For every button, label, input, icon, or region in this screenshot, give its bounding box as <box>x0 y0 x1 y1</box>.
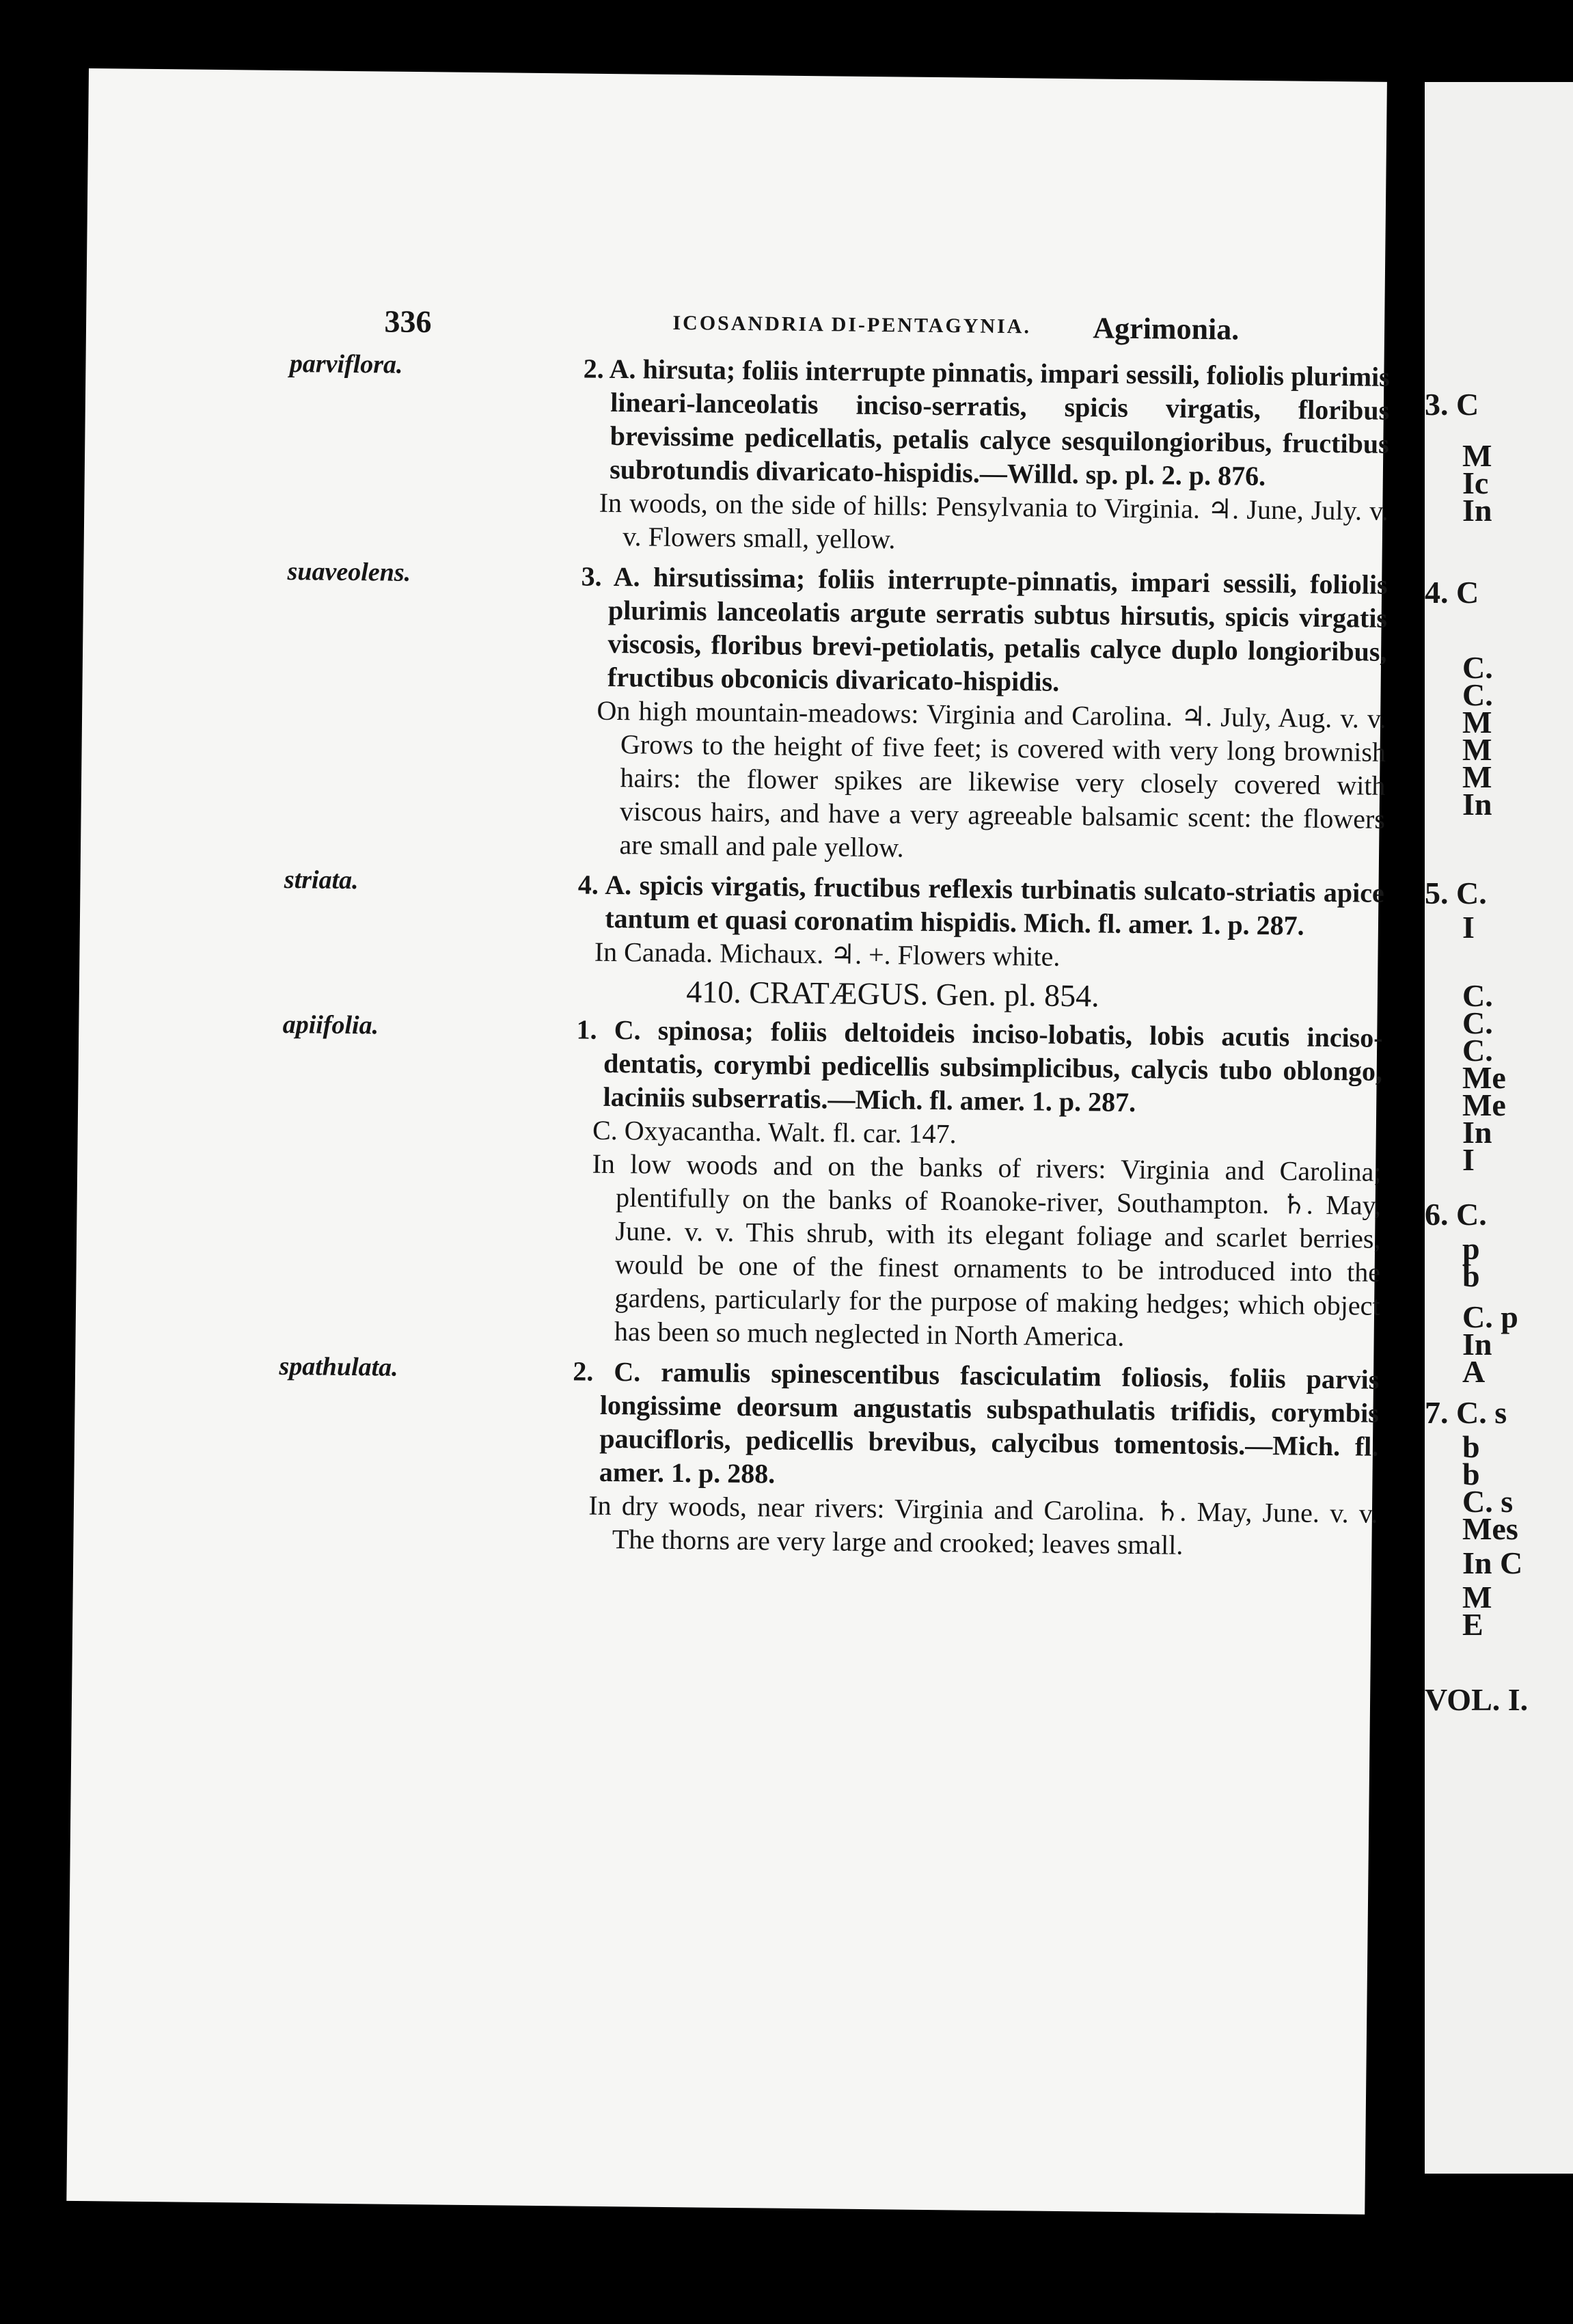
facing-line: E <box>1462 1607 1483 1642</box>
facing-line: In <box>1462 1327 1492 1362</box>
entry-synonym: C. Oxyacantha. Walt. fl. car. 147. <box>592 1114 957 1150</box>
facing-line: C. <box>1462 1033 1493 1068</box>
facing-line: M <box>1462 759 1492 794</box>
entry-apiifolia <box>279 1010 1383 1355</box>
entry-description: 1. C. spinosa; foliis deltoideis inciso-lobatis, lobis acutis inciso-dentatis, corymbi pedicellis subsimplicibus, calycis tubo oblongo, laciniis subserratis.—Mich. fl. amer. 1. p. 287. <box>576 1014 1383 1118</box>
genus-title: 410. CRATÆGUS. Gen. pl. 854. <box>685 974 1099 1014</box>
facing-line: I <box>1462 1142 1475 1177</box>
facing-line: Mes <box>1462 1511 1518 1546</box>
facing-line: In <box>1462 787 1492 822</box>
entry-suaveolens <box>284 556 1388 869</box>
entry-note: In low woods and on the banks of rivers: Virginia and Carolina; plentifully on the banks of Roanoke-river, Southampton. ♄. May, June. v. v. This shrub, with its elegant foliage and scarlet berries, would be one of the finest ornaments to be introduced into the gardens, particularly for the purpose of making hedges; which object has been so much neglected in North America. <box>592 1148 1382 1352</box>
entry-spathulata <box>277 1351 1380 1563</box>
facing-line: M <box>1462 732 1492 767</box>
facing-line: b <box>1462 1258 1480 1293</box>
facing-line: In C <box>1462 1545 1523 1580</box>
facing-line: C. <box>1462 1005 1493 1040</box>
entry-epithet: suaveolens. <box>287 556 411 587</box>
facing-line: 5. C. <box>1425 876 1487 910</box>
facing-line: 7. C. s <box>1425 1395 1507 1430</box>
facing-line: Me <box>1462 1087 1506 1122</box>
entry-note: In woods, on the side of hills: Pensylvania to Virginia. ♃. June, July. v. v. Flowers small, yellow. <box>599 487 1389 555</box>
facing-page <box>1425 82 1573 2174</box>
entry-striata <box>284 865 1385 976</box>
entry-epithet: apiifolia. <box>282 1010 379 1040</box>
facing-line: In <box>1462 493 1492 528</box>
facing-line: M <box>1462 705 1492 740</box>
entry-epithet: spathulata. <box>279 1351 398 1382</box>
facing-line: 6. C. <box>1425 1197 1487 1232</box>
entry-description: 2. A. hirsuta; foliis interrupte pinnatis, impari sessili, foliolis plurimis lineari-lanceolatis inciso-serratis, spicis virgatis, floribus brevissime pedicellatis, petalis calyce sesquilongioribus, fructibus subrotundis divaricato-hispidis.—Willd. sp. pl. 2. p. 876. <box>583 353 1390 491</box>
running-head: ICOSANDRIA DI-PENTAGYNIA. <box>672 311 1032 338</box>
entry-description: 4. A. spicis virgatis, fructibus reflexis turbinatis sulcato-striatis apice tantum et quasi coronatim hispidis. Mich. fl. amer. 1. p. 287. <box>577 869 1385 941</box>
facing-line: VOL. I. <box>1425 1682 1529 1717</box>
entry-note: On high mountain-meadows: Virginia and Carolina. ♃. July, Aug. v. v. Grows to the height of five feet; is covered with very long brownish hairs: the flower spikes are likewise very closely covered with viscous hairs, and have a very agreeable balsamic scent: the flowers are small and pale yellow. <box>597 694 1386 863</box>
header-genus: Agrimonia. <box>1093 311 1240 347</box>
facing-line: 3. C <box>1425 387 1479 422</box>
facing-line: In <box>1462 1115 1492 1150</box>
facing-line: p <box>1462 1231 1480 1266</box>
facing-line: M <box>1462 1580 1492 1614</box>
facing-line: A <box>1462 1354 1486 1389</box>
facing-line: C. p <box>1462 1299 1518 1334</box>
page-header <box>290 287 1350 360</box>
facing-line: Ic <box>1462 465 1489 500</box>
facing-line: I <box>1462 910 1475 945</box>
entry-epithet: striata. <box>284 865 359 895</box>
entry-epithet: parviflora. <box>289 349 403 379</box>
entry-description: 2. C. ramulis spinescentibus fasciculatim foliosis, foliis parvis longissime deorsum angustatis subspathulatis trifidis, corymbis paucifloris, pedicellis brevibus, calycibus tomentosis.—Mich. fl. amer. 1. p. 288. <box>573 1355 1380 1489</box>
page-number: 336 <box>384 303 432 340</box>
facing-line: C. s <box>1462 1484 1514 1519</box>
facing-line: b <box>1462 1429 1480 1464</box>
entry-note: In dry woods, near rivers: Virginia and Carolina. ♄. May, June. v. v. The thorns are very large and crooked; leaves small. <box>588 1489 1378 1560</box>
entry-parviflora <box>288 349 1390 560</box>
facing-line: C. <box>1462 650 1493 685</box>
facing-line: M <box>1462 438 1492 473</box>
facing-line: C. <box>1462 677 1493 712</box>
facing-line: b <box>1462 1457 1480 1491</box>
facing-line: C. <box>1462 978 1493 1013</box>
entry-note: In Canada. Michaux. ♃. +. Flowers white. <box>594 936 1061 972</box>
facing-line: Me <box>1462 1060 1506 1095</box>
facing-line: 4. C <box>1425 575 1479 610</box>
entry-description: 3. A. hirsutissima; foliis interrupte-pinnatis, impari sessili, foliolis plurimis lanceolatis argute serratis subtus hirsutis, spicis virgatis viscosis, floribus brevi-petiolatis, petalis calyce duplo longioribus, fructibus obconicis divaricato-hispidis. <box>581 560 1388 697</box>
page-content <box>277 287 1390 1563</box>
